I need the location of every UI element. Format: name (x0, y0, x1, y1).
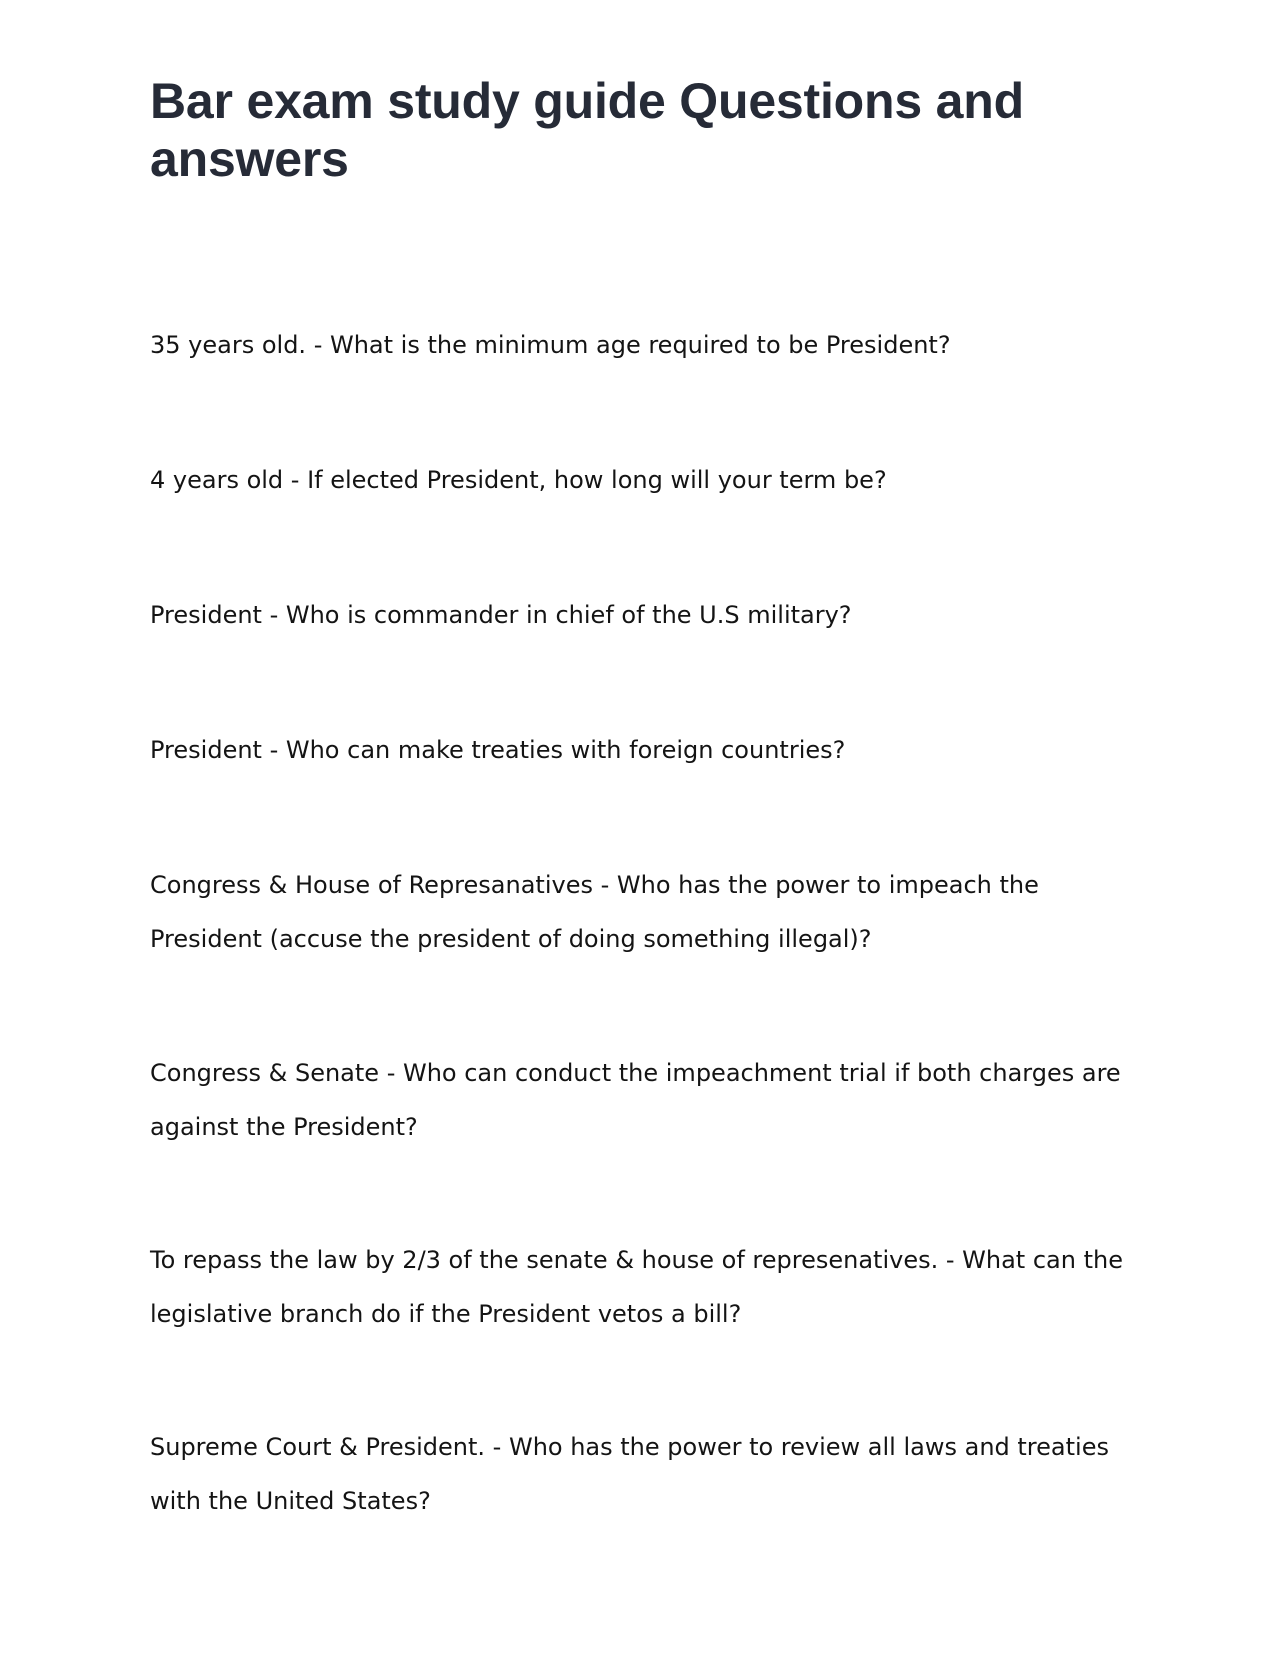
qa-item-5: Congress & House of Represanatives - Who has the power to impeach the President (accuse the president of doing something illegal)? (150, 871, 1039, 953)
qa-item-4: President - Who can make treaties with foreign countries? (150, 736, 846, 764)
qa-item-1: 35 years old. - What is the minimum age required to be President? (150, 331, 951, 359)
qa-item-3: President - Who is commander in chief of the U.S military? (150, 601, 852, 629)
qa-item-6: Congress & Senate - Who can conduct the impeachment trial if both charges are against the President? (150, 1059, 1121, 1141)
qa-item-8: Supreme Court & President. - Who has the power to review all laws and treaties with the United States? (150, 1433, 1109, 1515)
page-title: Bar exam study guide Questions and answers (150, 73, 1024, 187)
qa-item-2: 4 years old - If elected President, how long will your term be? (150, 466, 887, 494)
document-page (150, 72, 1130, 1515)
qa-item-7: To repass the law by 2/3 of the senate & house of represenatives. - What can the legislative branch do if the President vetos a bill? (150, 1246, 1123, 1328)
